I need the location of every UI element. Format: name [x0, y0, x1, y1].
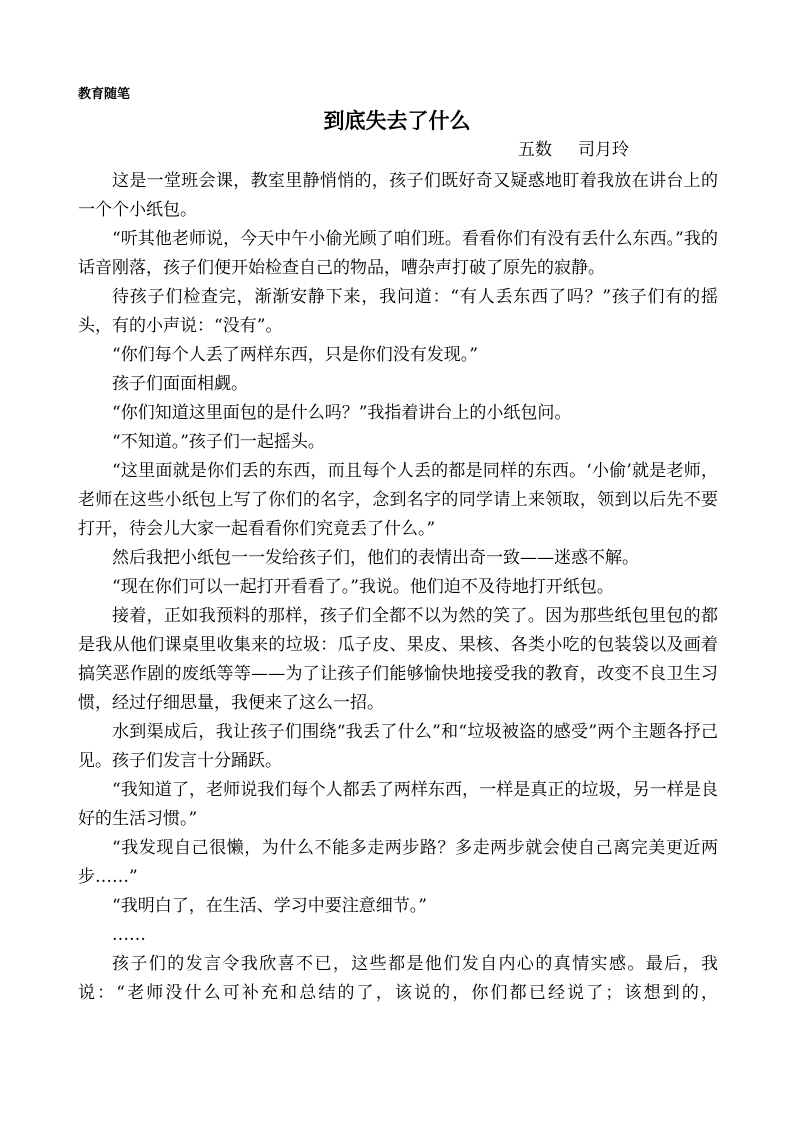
document-title: 到底失去了什么: [323, 109, 471, 133]
document-category: 教育随笔: [78, 87, 131, 102]
paragraph: “你们知道这里面包的是什么吗？”我指着讲台上的小纸包问。: [112, 403, 572, 423]
paragraph: 孩子们的发言令我欣喜不已，这些都是他们发自内心的真情实感。最后，我说：“老师没什么可补充和总结的了，该说的，你们都已经说了；该想到的，: [78, 954, 718, 1003]
paragraph: 待孩子们检查完，渐渐安静下来，我问道：“有人丢东西了吗？”孩子们有的摇头，有的小声说：“没有”。: [78, 287, 718, 336]
paragraph: 孩子们面面相觑。: [112, 374, 248, 394]
paragraph: “不知道。”孩子们一起摇头。: [112, 432, 325, 452]
paragraph: “我明白了，在生活、学习中要注意细节。”: [112, 896, 427, 916]
ellipsis-line: ……: [112, 925, 146, 945]
paragraph: 这是一堂班会课，教室里静悄悄的，孩子们既好奇又疑惑地盯着我放在讲台上的一个个小纸包。: [78, 171, 718, 220]
paragraph: “我发现自己很懒，为什么不能多走两步路？多走两步就会使自己离完美更近两步……”: [78, 838, 718, 887]
paragraph: 接着，正如我预料的那样，孩子们全都不以为然的笑了。因为那些纸包里包的都是我从他们课桌里收集来的垃圾：瓜子皮、果皮、果核、各类小吃的包装袋以及画着搞笑恶作剧的废纸等等——为了让孩子们能够愉快地接受我的教育，改变不良卫生习惯，经过仔细思量，我便来了这么一招。: [78, 606, 718, 713]
paragraph: “现在你们可以一起打开看看了。”我说。他们迫不及待地打开纸包。: [112, 577, 614, 597]
paragraph: 然后我把小纸包一一发给孩子们，他们的表情出奇一致——迷惑不解。: [112, 548, 639, 568]
paragraph: “听其他老师说，今天中午小偷光顾了咱们班。看看你们有没有丢什么东西。”我的话音刚落，孩子们便开始检查自己的物品，嘈杂声打破了原先的寂静。: [78, 229, 718, 278]
paragraph: “我知道了，老师说我们每个人都丢了两样东西，一样是真正的垃圾，另一样是良好的生活习惯。”: [78, 780, 718, 829]
paragraph: 水到渠成后，我让孩子们围绕“我丢了什么”和“垃圾被盗的感受”两个主题各抒己见。孩子们发言十分踊跃。: [78, 722, 718, 771]
article-body: [78, 167, 718, 1008]
paragraph: “你们每个人丢了两样东西，只是你们没有发现。”: [112, 345, 478, 365]
byline: [518, 138, 629, 162]
byline-author: 司月玲: [578, 140, 629, 160]
paragraph: “这里面就是你们丢的东西，而且每个人丢的都是同样的东西。‘小偷’就是老师，老师在这些小纸包上写了你们的名字，念到名字的同学请上来领取，领到以后先不要打开，待会儿大家一起看看你们究竟丢了什么。”: [78, 461, 718, 539]
byline-grade: 五数: [518, 140, 552, 160]
